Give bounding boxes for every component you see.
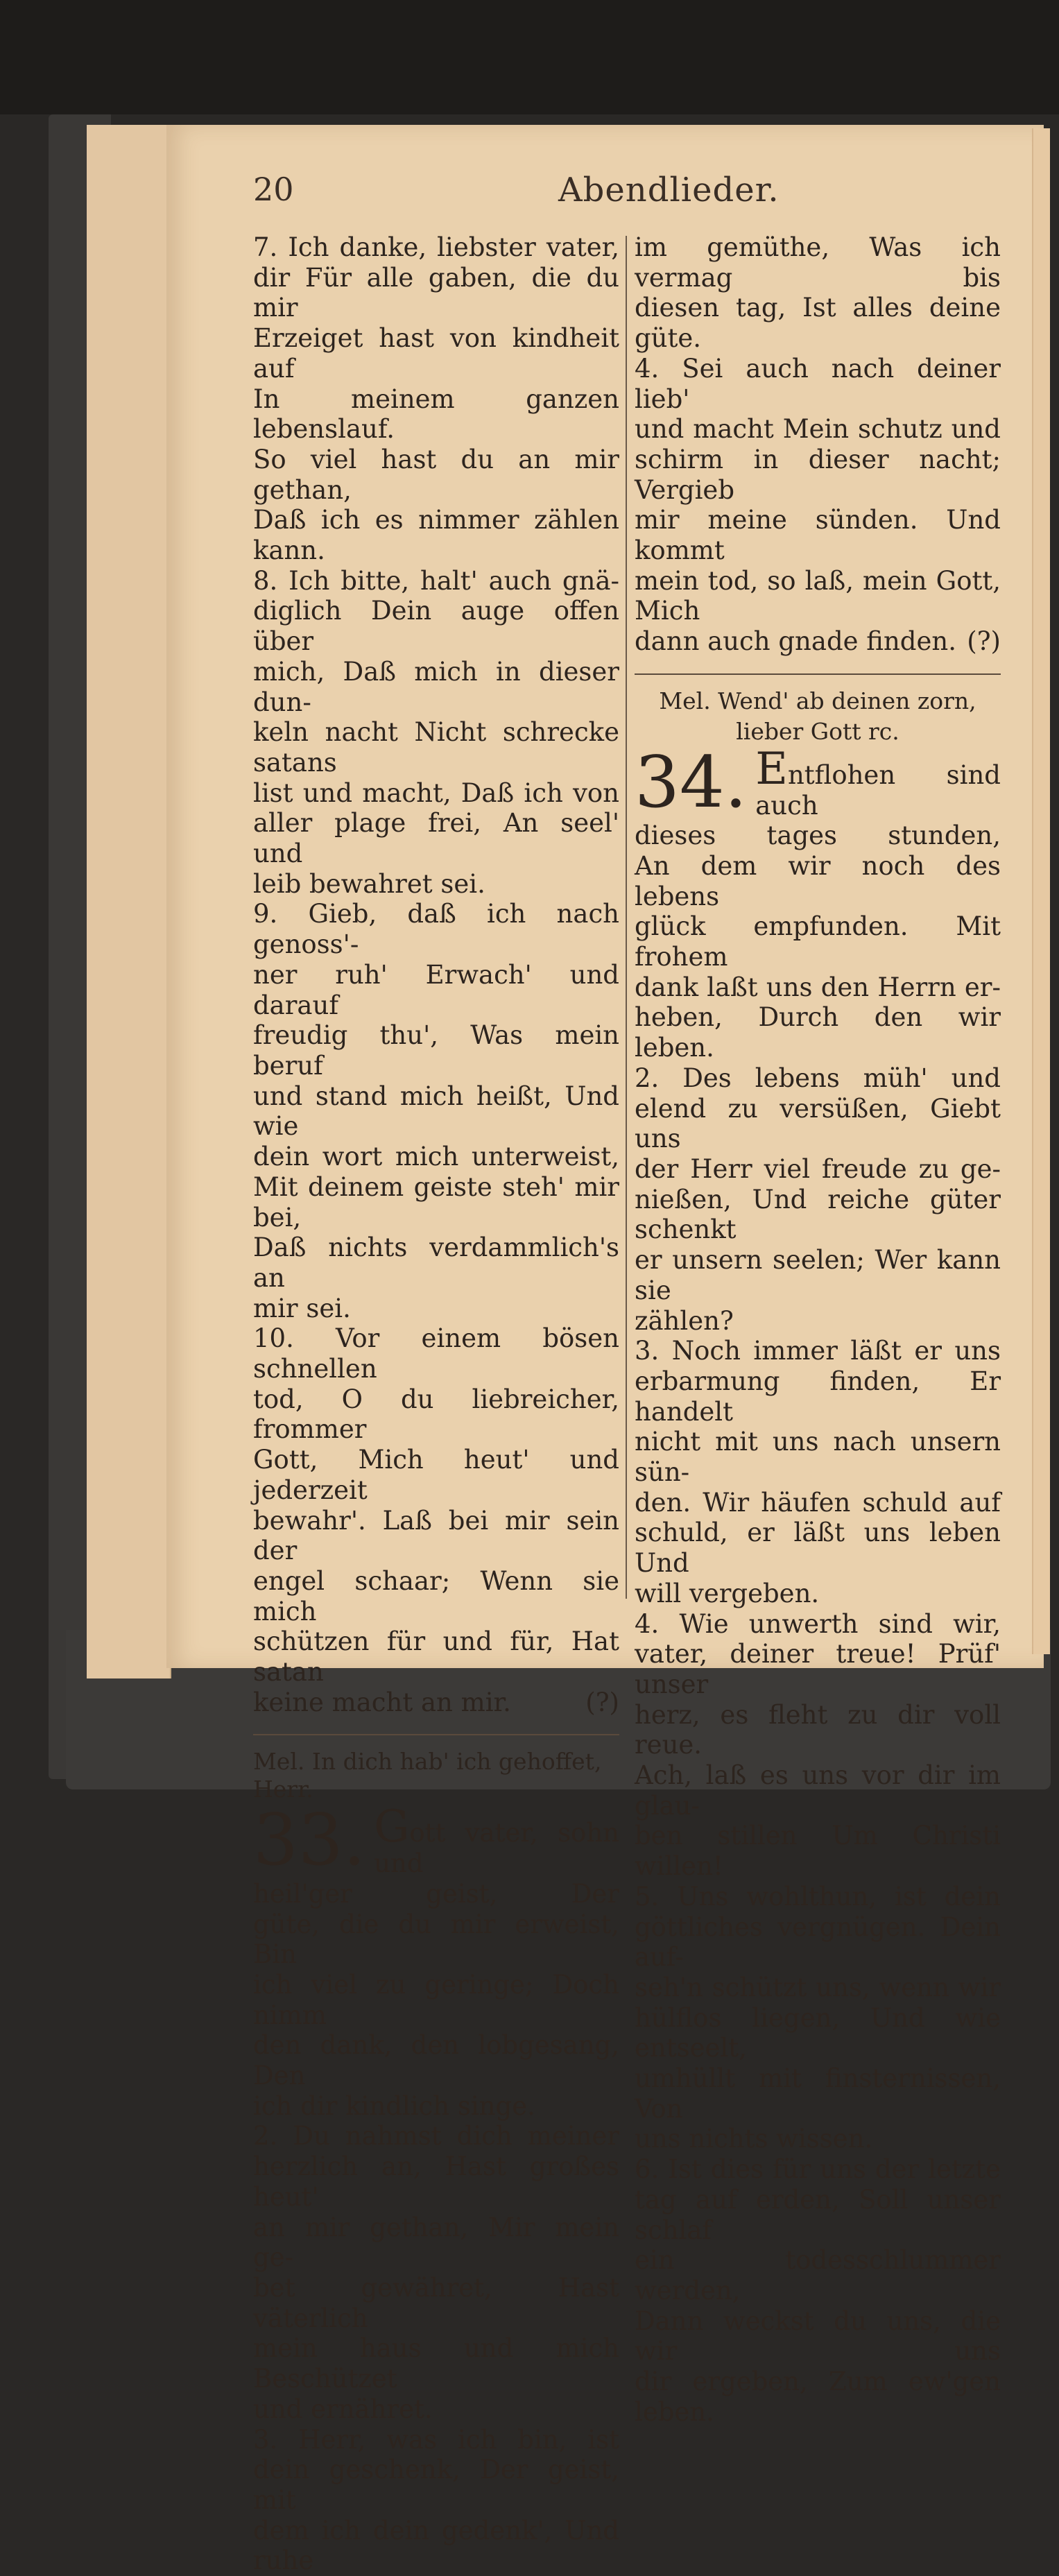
end-mark: (?)	[967, 626, 1001, 657]
text-line: keln nacht Nicht schrecke satans	[253, 717, 619, 778]
text-line: Ach, laß es uns vor dir im glau-	[635, 1760, 1001, 1821]
text-line: engel schaar; Wenn sie mich	[253, 1565, 619, 1626]
text-line	[635, 626, 1001, 657]
text-line: elend zu versüßen, Giebt uns	[635, 1093, 1001, 1154]
hymn-start	[635, 741, 1001, 851]
text-segment: ott vater, sohn und	[374, 1818, 619, 1879]
text-line: 3. Herr, was ich bin, ist	[253, 2424, 619, 2455]
text-line: an mir gethan, Mir mein ge-	[253, 2212, 619, 2273]
text-line: er unsern seelen; Wer kann sie	[635, 1245, 1001, 1305]
text-line: 6. Ist dies für uns der letzte	[635, 2154, 1001, 2185]
text-line: göttliches vergnügen. Dein auf-	[635, 1912, 1001, 1973]
text-line: schuld, er läßt uns leben Und	[635, 1518, 1001, 1579]
drop-initial: E	[755, 743, 788, 795]
text-line: bet gewähret, Hast väterlich	[253, 2273, 619, 2333]
section-rule	[635, 673, 1001, 675]
text-line: hülflos liegen, Und wie entseelt,	[635, 2002, 1001, 2063]
text-line: 2. Des lebens müh' und	[635, 1063, 1001, 1093]
right-column	[635, 232, 1001, 2428]
drop-initial: G	[374, 1801, 410, 1853]
text-line: So viel hast du an mir gethan,	[253, 444, 619, 505]
previous-pages	[87, 125, 171, 1678]
text-line: Gott, Mich heut' und jederzeit	[253, 1445, 619, 1505]
text-line: dein wort mich unterweist,	[253, 1142, 619, 1172]
text-line: In meinem ganzen lebenslauf.	[253, 384, 619, 445]
text-line: schirm in dieser nacht; Vergieb	[635, 444, 1001, 505]
text-line: 3. Noch immer läßt er uns	[635, 1336, 1001, 1366]
hymn-number: 34.	[635, 741, 748, 824]
background-top	[0, 0, 1059, 114]
text-line: dir ergeben, Zum ew'gen leben.	[635, 2367, 1001, 2427]
text-segment: ntflohen sind auch	[755, 759, 1001, 821]
text-line: uns nichts wissen.	[635, 2124, 873, 2154]
text-line: list und macht, Daß ich von	[253, 778, 619, 808]
text-line: nicht mit uns nach unsern sün-	[635, 1427, 1001, 1488]
text-line: freudig thu', Was mein beruf	[253, 1020, 619, 1081]
text-line: ner ruh' Erwach' und darauf	[253, 959, 619, 1020]
text-line: 5. Uns wohlthun, ist dein	[635, 1881, 1001, 1912]
text-line: seh'n schützt uns, wenn wir	[635, 1972, 1001, 2002]
hymn-number: 33.	[253, 1799, 366, 1882]
text-line: güte, die du mir erweist, Bin	[253, 1909, 619, 1970]
text-line: ben stillen Um Christi willen!	[635, 1821, 1001, 1882]
text-line: diesen tag, Ist alles deine güte.	[635, 293, 1001, 354]
text-line: im gemüthe, Was ich vermag bis	[635, 232, 1001, 293]
text-line: 4. Wie unwerth sind wir,	[635, 1608, 1001, 1639]
text-line: und macht Mein schutz und	[635, 414, 1001, 445]
text-line: dem ich dein gedenk', Und ruhe	[253, 2515, 619, 2576]
text-line: vater, deiner treue! Prüf' unser	[635, 1639, 1001, 1699]
text-segment: keine macht an mir.	[253, 1687, 511, 1717]
text-line: 10. Vor einem bösen schnellen	[253, 1323, 619, 1384]
text-line: mich, Daß mich in dieser dun-	[253, 656, 619, 717]
text-line: tod, O du liebreicher, frommer	[253, 1384, 619, 1445]
left-column	[253, 232, 619, 2576]
text-line: den. Wir häufen schuld auf	[635, 1487, 1001, 1518]
page-number: 20	[253, 171, 294, 208]
section-rule	[253, 1734, 619, 1735]
text-line: herz, es fleht zu dir voll reue.	[635, 1699, 1001, 1760]
text-line: 2. Du nahmst dich meiner	[253, 2121, 619, 2152]
melody-line: Mel. Wend' ab deinen zorn,	[659, 687, 976, 714]
text-line: erbarmung finden, Er handelt	[635, 1366, 1001, 1427]
text-line: Mit deinem geiste steh' mir bei,	[253, 1171, 619, 1233]
melody-line: lieber Gott rc.	[736, 717, 899, 745]
melody-line: Mel. In dich hab' ich gehoffet, Herr.	[253, 1748, 602, 1803]
text-line: dein geschenk, Der geist, mit	[253, 2455, 619, 2515]
text-line: diglich Dein auge offen über	[253, 596, 619, 657]
column-divider	[626, 236, 627, 1599]
text-line: herzlich an, Hast großes heut'	[253, 2152, 619, 2212]
text-line: schützen für und für, Hat satan	[253, 1626, 619, 1688]
text-line: 9. Gieb, daß ich nach genoss'-	[253, 899, 619, 960]
end-mark: (?)	[585, 1687, 619, 1717]
text-line: zählen?	[635, 1305, 734, 1336]
text-line: umhüllt mit finsternissen, Von	[635, 2063, 1001, 2124]
text-line: will vergeben.	[635, 1578, 820, 1608]
text-line: und stand mich heißt, Und wie	[253, 1081, 619, 1142]
text-line: Dann weckst du uns, die wir uns	[635, 2305, 1001, 2367]
text-line: bewahr'. Laß bei mir sein der	[253, 1505, 619, 1566]
text-line: leib bewahret sei.	[253, 868, 485, 899]
text-line: An dem wir noch des lebens	[635, 850, 1001, 911]
text-line: 7. Ich danke, liebster vater,	[253, 232, 619, 262]
text-line: heben, Durch den wir leben.	[635, 1002, 1001, 1063]
text-line: den dank, den lobgesang, Den	[253, 2030, 619, 2091]
page-edge	[1032, 128, 1050, 1654]
text-line: ich viel zu geringe; Doch nimm	[253, 1969, 619, 2030]
text-line: und ernähret.	[253, 2394, 433, 2424]
page-header	[253, 166, 988, 222]
text-line: 8. Ich bitte, halt' auch gnä-	[253, 565, 619, 596]
text-line	[253, 1688, 619, 1718]
text-line: der Herr viel freude zu ge-	[635, 1153, 1001, 1184]
text-line: dir Für alle gaben, die du mir	[253, 262, 619, 323]
text-line: glück empfunden. Mit frohem	[635, 911, 1001, 972]
text-line: mir meine sünden. Und kommt	[635, 505, 1001, 566]
text-line: heil'ger geist, Der	[253, 1878, 619, 1909]
text-line: mir sei.	[253, 1293, 351, 1323]
text-line: nießen, Und reiche güter schenkt	[635, 1184, 1001, 1245]
text-line: tag auf erden, Soll unser schlaf	[635, 2184, 1001, 2245]
text-line: dank laßt uns den Herrn er-	[635, 972, 1001, 1002]
text-line: ein todesschlummer werden,	[635, 2245, 1001, 2305]
hymn-start	[253, 1799, 619, 1909]
text-line: dieses tages stunden,	[635, 821, 1001, 851]
text-segment: dann auch gnade finden.	[635, 626, 956, 657]
text-line: Daß nichts verdammlich's an	[253, 1233, 619, 1293]
text-line: 4. Sei auch nach deiner lieb'	[635, 353, 1001, 414]
text-line: ich dir kindlich singe.	[253, 2090, 535, 2121]
text-line: Erzeiget hast von kindheit auf	[253, 323, 619, 384]
running-head: Abendlieder.	[558, 171, 780, 209]
text-line: mein haus und mich Beschützet	[253, 2333, 619, 2394]
text-line: Daß ich es nimmer zählen kann.	[253, 505, 619, 566]
text-line: aller plage frei, An seel' und	[253, 808, 619, 869]
text-line: mein tod, so laß, mein Gott, Mich	[635, 565, 1001, 626]
